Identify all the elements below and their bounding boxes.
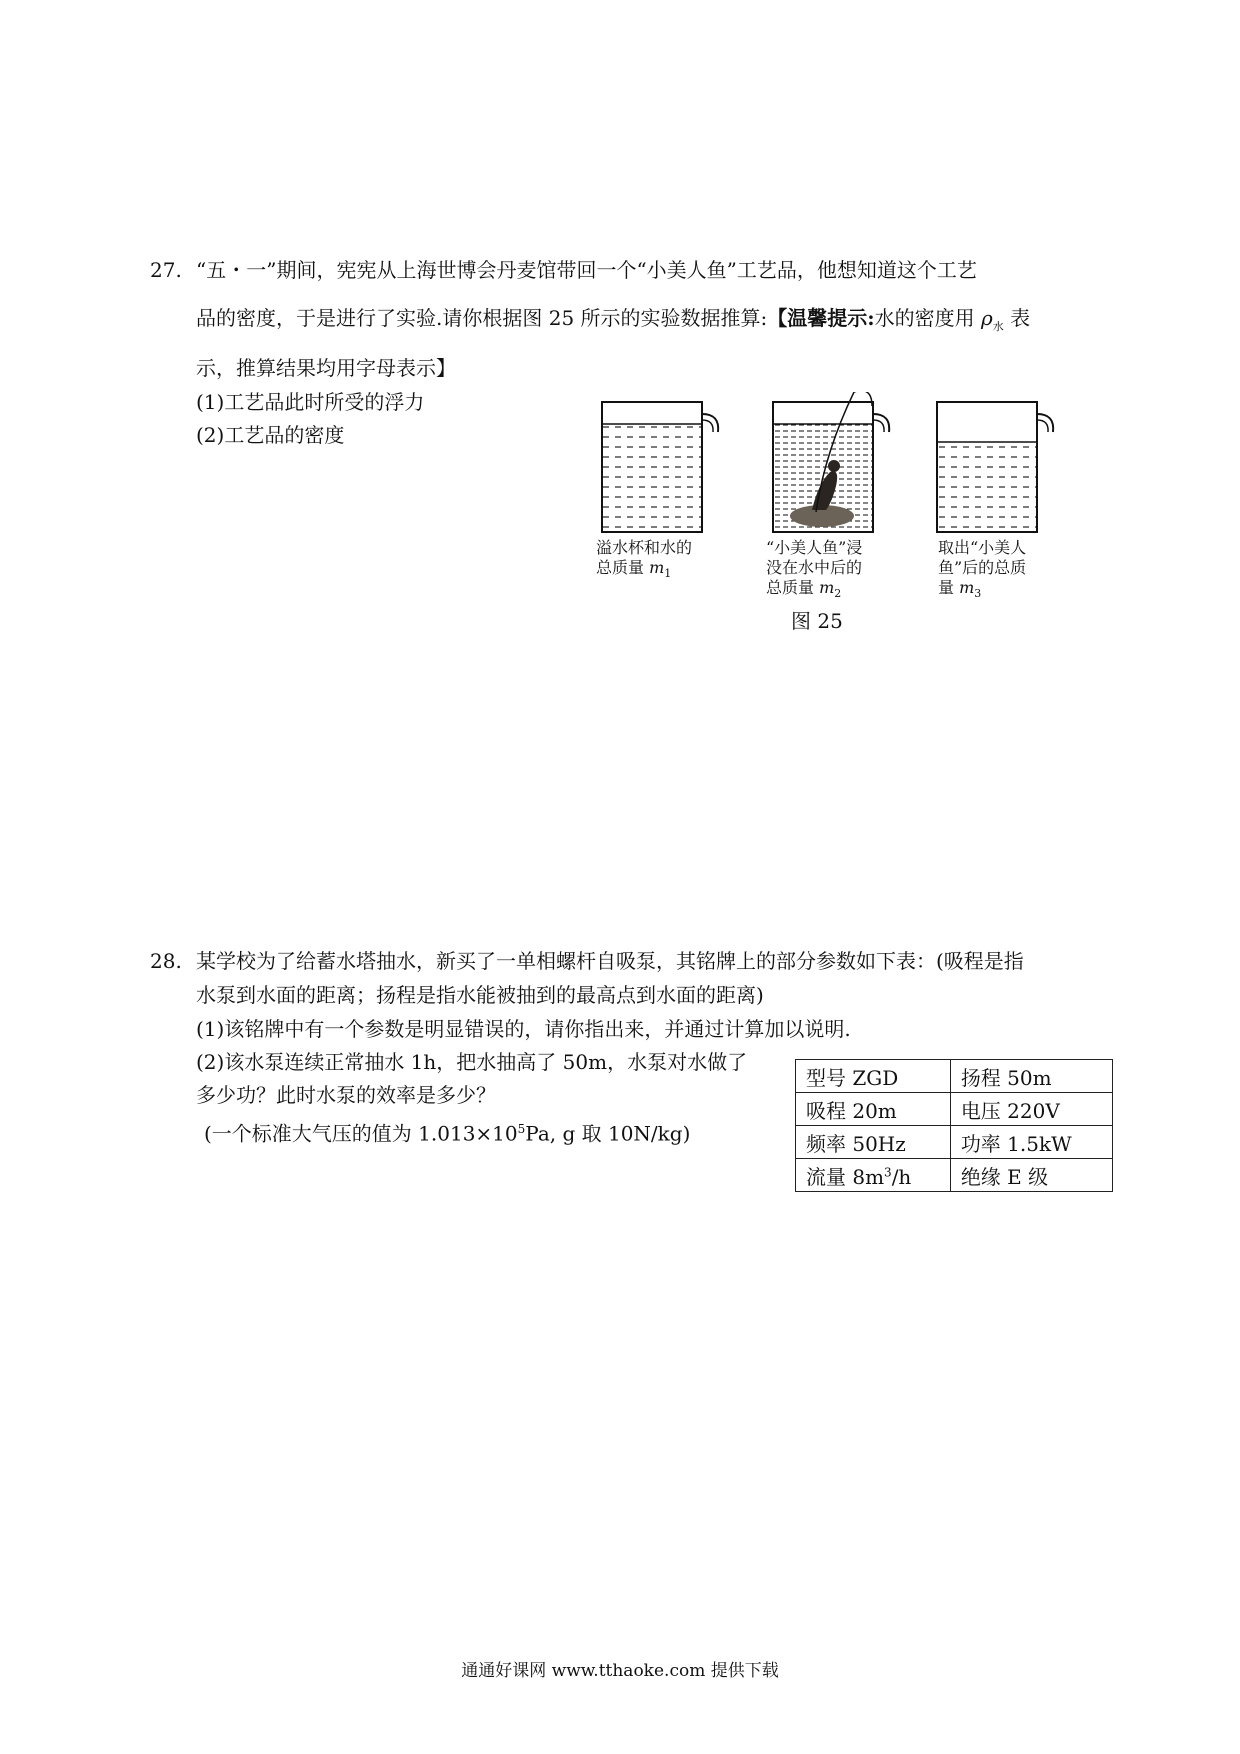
hint-label: 【温馨提示:: [767, 306, 875, 330]
caption-cup-3-text: 量: [938, 578, 955, 597]
q27-line2-mid: 水的密度用: [874, 306, 975, 330]
rho-subscript: 水: [992, 320, 1004, 333]
caption-cup-1-line2: [596, 558, 671, 584]
q27-line2: [196, 304, 1030, 341]
q27-line1: “五・一”期间，宪宪从上海世博会丹麦馆带回一个“小美人鱼”工艺品，他想知道这个工艺: [196, 258, 977, 282]
table-cell: 型号 ZGD: [796, 1060, 951, 1093]
table-cell: 电压 220V: [950, 1093, 1112, 1126]
caption-cup-1-sub: 1: [664, 567, 672, 581]
caption-cup-2-var: m: [819, 578, 835, 597]
q27-line3: 示，推算结果均用字母表示】: [196, 356, 456, 380]
q28-note-sup: 5: [517, 1122, 526, 1136]
rho-symbol: ρ: [981, 306, 993, 330]
q28-note-text: (一个标准大气压的值为 1.013×10: [204, 1121, 518, 1146]
caption-cup-3-sub: 3: [974, 587, 982, 601]
q28-sub2-line2: 多少功？此时水泵的效率是多少？: [196, 1083, 496, 1107]
table-row: [796, 1060, 1113, 1093]
caption-cup-3-line3: [938, 578, 981, 604]
q28-sub1: (1)该铭牌中有一个参数是明显错误的，请你指出来，并通过计算加以说明.: [196, 1017, 851, 1041]
caption-cup-1-line1: 溢水杯和水的: [596, 538, 693, 557]
table-cell: 扬程 50m: [950, 1060, 1112, 1093]
caption-cup-3-var: m: [959, 578, 975, 597]
table-cell: 功率 1.5kW: [950, 1126, 1112, 1159]
caption-cup-3-line2: 鱼”后的总质: [938, 558, 1027, 577]
caption-cup-2-sub: 2: [834, 587, 842, 601]
flow-rate-text: 流量 8m: [806, 1164, 885, 1189]
q27-number: 27.: [150, 258, 182, 282]
flow-rate-sup: 3: [884, 1164, 892, 1179]
pump-nameplate-table: [795, 1059, 1113, 1192]
caption-cup-3-line1: 取出“小美人: [938, 538, 1027, 557]
q27-sub2: (2)工艺品的密度: [196, 423, 345, 447]
overflow-cup-2: [773, 392, 889, 532]
caption-cup-2-text: 总质量: [766, 578, 815, 597]
page-footer: 通通好课网 www.tthaoke.com 提供下载: [461, 1661, 779, 1681]
q28-note-text-end: Pa, g 取 10N/kg): [525, 1121, 691, 1146]
caption-cup-2-line1: “小美人鱼”浸: [766, 538, 863, 557]
overflow-cup-3: [937, 402, 1053, 532]
q27-line2-end: 表: [1010, 306, 1031, 330]
caption-cup-2-line2: 没在水中后的: [766, 558, 863, 577]
table-cell: 频率 50Hz: [796, 1126, 951, 1159]
q27-line2-text: 品的密度，于是进行了实验.请你根据图 25 所示的实验数据推算:: [196, 306, 768, 330]
q28-line1: 某学校为了给蓄水塔抽水，新买了一单相螺杆自吸泵，其铭牌上的部分参数如下表：(吸程是指: [196, 949, 1024, 973]
q28-line2: 水泵到水面的距离；扬程是指水能被抽到的最高点到水面的距离): [196, 983, 764, 1007]
table-row: [796, 1126, 1113, 1159]
overflow-cup-1: [602, 402, 718, 532]
caption-cup-1-var: m: [649, 558, 665, 577]
table-cell: [796, 1159, 951, 1192]
q28-number: 28.: [150, 949, 182, 973]
figure-label: 图 25: [791, 609, 843, 633]
caption-cup-2-line3: [766, 578, 841, 604]
q28-note: [204, 1115, 690, 1148]
flow-rate-unit: /h: [891, 1164, 912, 1189]
table-cell: 绝缘 E 级: [950, 1159, 1112, 1192]
table-row: [796, 1159, 1113, 1192]
q28-sub2-line1: (2)该水泵连续正常抽水 1h，把水抽高了 50m，水泵对水做了: [196, 1050, 748, 1074]
caption-cup-1-text: 总质量: [596, 558, 645, 577]
table-row: [796, 1093, 1113, 1126]
table-cell: 吸程 20m: [796, 1093, 951, 1126]
q27-sub1: (1)工艺品此时所受的浮力: [196, 390, 425, 414]
figure-25-diagram: [590, 392, 1110, 542]
